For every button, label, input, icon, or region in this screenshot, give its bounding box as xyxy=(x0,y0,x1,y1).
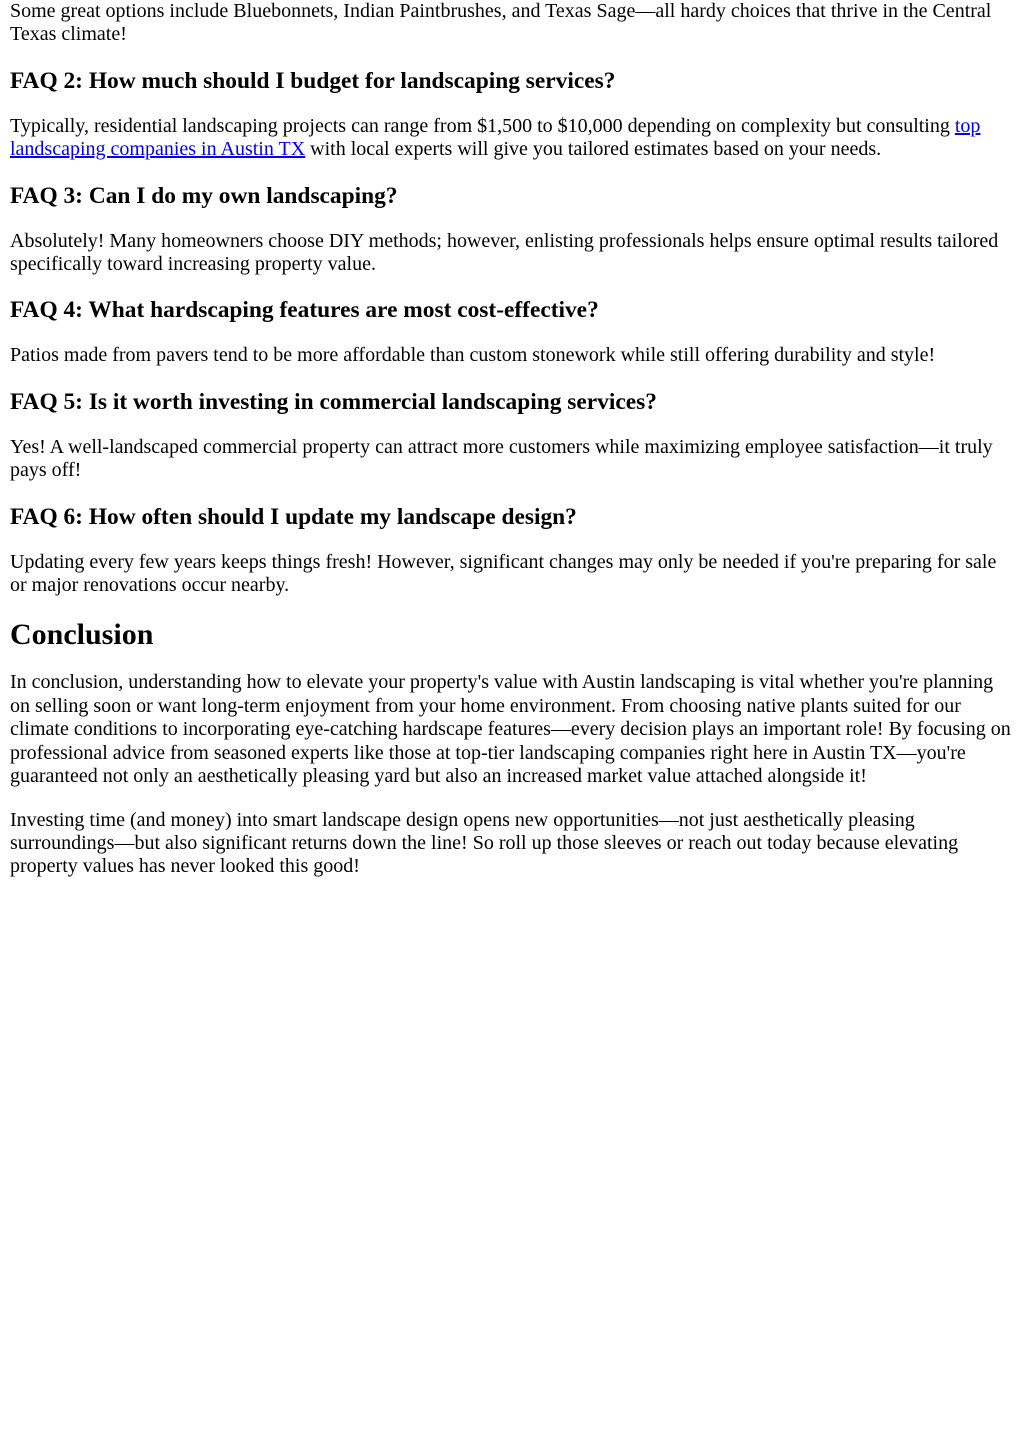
faq-6-question: FAQ 6: How often should I update my landscape design? xyxy=(10,503,577,530)
faq-3-answer: Absolutely! Many homeowners choose DIY methods; however, enlisting professionals helps ensure optimal results tailored specifically toward increasing property value. xyxy=(10,229,999,276)
austin-landscaping-link[interactable]: top landscaping companies in Austin TX xyxy=(10,114,981,161)
faq-2-question: FAQ 2: How much should I budget for landscaping services? xyxy=(10,67,616,94)
conclusion-paragraph-1: In conclusion, understanding how to elevate your property's value with Austin landscaping is vital whether you're planning on selling soon or want long-term enjoyment from your home environment. From choosing native plants suited for our climate conditions to incorporating eye-catching hardscape features—every decision plays an important role! By focusing on professional advice from seasoned experts like those at top-tier landscaping companies right here in Austin TX—you're guaranteed not only an aesthetically pleasing yard but also an increased market value attached alongside it! xyxy=(10,671,1011,788)
faq-3-question: FAQ 3: Can I do my own landscaping? xyxy=(10,182,398,209)
intro-paragraph: Some great options include Bluebonnets, Indian Paintbrushes, and Texas Sage—all hardy choices that thrive in the Central Texas climate! xyxy=(10,0,992,46)
faq-5-question: FAQ 5: Is it worth investing in commercial landscaping services? xyxy=(10,388,657,415)
faq-2-answer-after: with local experts will give you tailored estimates based on your needs. xyxy=(305,138,882,161)
faq-2-answer-before: Typically, residential landscaping projects can range from $1,500 to $10,000 depending on complexity but consulting xyxy=(10,114,955,137)
faq-5-answer: Yes! A well-landscaped commercial property can attract more customers while maximizing employee satisfaction—it truly pays off! xyxy=(10,435,993,482)
faq-4-question: FAQ 4: What hardscaping features are most cost-effective? xyxy=(10,297,599,324)
conclusion-heading: Conclusion xyxy=(10,618,154,652)
conclusion-paragraph-2: Investing time (and money) into smart landscape design opens new opportunities—not just aesthetically pleasing surroundings—but also significant returns down the line! So roll up those sleeves or reach out today because elevating property values has never looked this good! xyxy=(10,808,959,878)
faq-6-answer: Updating every few years keeps things fresh! However, significant changes may only be needed if you're preparing for sale or major renovations occur nearby. xyxy=(10,550,997,597)
faq-4-answer: Patios made from pavers tend to be more affordable than custom stonework while still offering durability and style! xyxy=(10,344,936,367)
faq-2-answer xyxy=(10,115,1014,162)
